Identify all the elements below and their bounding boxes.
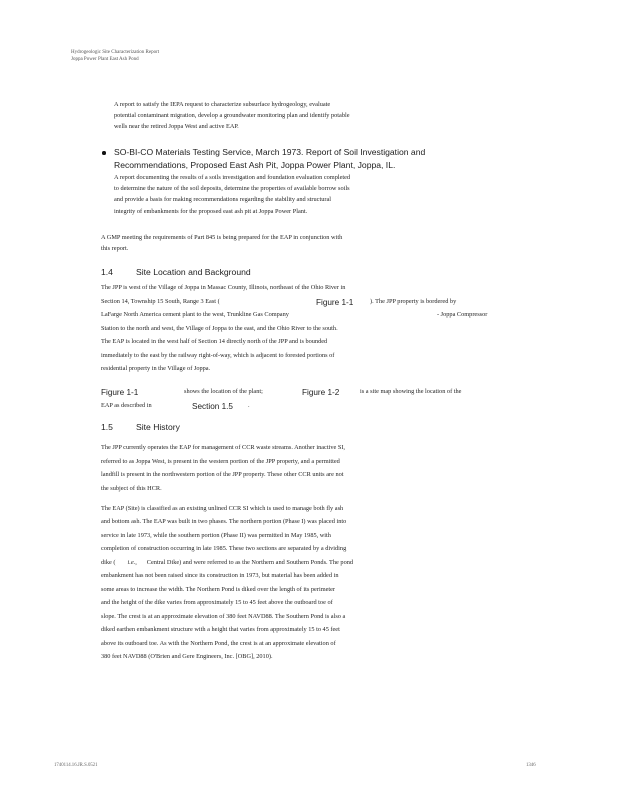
- text-line: Station to the north and west, the Village of Joppa to the east, and the Ohio River to the south.: [101, 325, 338, 332]
- text-line: shows the location of the plant;: [184, 388, 263, 395]
- text-line: A report to satisfy the IEPA request to characterize subsurface hydrogeology, evaluate: [114, 101, 331, 108]
- text-line: ). The JPP property is bordered by: [370, 298, 457, 305]
- text-line: the subject of this HCR.: [101, 484, 162, 492]
- site-history-paragraph-1: [101, 441, 345, 495]
- text-line: and the height of the dike varies from approximately 15 to 45 feet above the outboard toe of: [101, 599, 333, 607]
- page-header: [71, 49, 159, 63]
- text-line: service in late 1973, while the southern portion (Phase II) was permitted in May 1985, with: [101, 531, 331, 539]
- text-line: The EAP is located in the west half of Section 14 directly north of the JPP and is bounded: [101, 338, 328, 345]
- header-line-2: Joppa Power Plant East Ash Pond: [71, 57, 139, 62]
- text-line: wells near the retired Joppa West and active EAP.: [114, 123, 239, 131]
- section-title: Site Location and Background: [136, 267, 251, 277]
- text-line: 380 feet NAVD88 (O'Brien and Gere Engineers, Inc. [OBG], 2010).: [101, 652, 273, 660]
- text-line: diked earthen embankment structure with a height that varies from approximately 15 to 45 feet: [101, 626, 340, 634]
- text-line: slope. The crest is at an approximate elevation of 380 feet NAVD88. The Southern Pond is also a: [101, 612, 346, 620]
- text-line: to determine the nature of the soil deposits, determine the properties of available borrow soils: [114, 185, 350, 193]
- text-line: embankment has not been raised since its construction in 1973, but material has been added in: [101, 572, 339, 580]
- text-line: A report documenting the results of a soils investigation and foundation evaluation completed: [114, 174, 351, 181]
- reference-title-line-1: SO-BI-CO Materials Testing Service, March 1973. Report of Soil Investigation and: [114, 147, 426, 157]
- figure-1-1-link[interactable]: Figure 1-1: [101, 388, 139, 397]
- section-number: 1.4: [101, 267, 113, 277]
- intro-paragraph: [114, 99, 350, 133]
- text-line: LaFarge North America cement plant to the west, Trunkline Gas Company: [101, 311, 289, 318]
- figure-1-1-link[interactable]: Figure 1-1: [316, 298, 354, 307]
- header-line-1: Hydrogeologic Site Characterization Report: [71, 50, 160, 55]
- text-fragment: dike (: [101, 558, 116, 566]
- text-line: residential property in the Village of Joppa.: [101, 365, 211, 372]
- gmp-paragraph: [101, 232, 342, 254]
- text-line: A GMP meeting the requirements of Part 845 is being prepared for the EAP in conjunction with: [101, 234, 343, 241]
- reference-title: [114, 146, 425, 171]
- section-heading-1-5: [101, 422, 180, 432]
- text-line: .: [248, 402, 250, 409]
- text-line: Section 14, Township 15 South, Range 3 East (: [101, 298, 220, 305]
- text-line: The JPP is west of the Village of Joppa in Massac County, Illinois, northeast of the Ohio River in: [101, 284, 346, 291]
- text-fragment: Central Dike) and were referred to as the Northern and Southern Ponds. The pond: [146, 558, 354, 566]
- text-line: referred to as Joppa West, is present in the western portion of the JPP property, and a permitted: [101, 457, 340, 465]
- text-line: landfill is present in the northwestern portion of the JPP property. These other CCR units are not: [101, 471, 344, 478]
- site-history-paragraph-2: [101, 502, 353, 663]
- section-1-5-link[interactable]: Section 1.5: [192, 402, 233, 411]
- text-line: immediately to the east by the railway right-of-way, which is adjacent to forested portions of: [101, 352, 335, 359]
- reference-description: [114, 172, 350, 217]
- text-line: above its outboard toe. As with the Northern Pond, the crest is at an approximate elevation of: [101, 639, 336, 647]
- text-line: The JPP currently operates the EAP for management of CCR waste streams. Another inactive SI,: [101, 444, 346, 451]
- text-line: this report.: [101, 245, 129, 253]
- footer-page-number: 1346: [526, 763, 536, 768]
- text-line: and provide a basis for making recommendations regarding the stability and structural: [114, 196, 332, 204]
- text-line: and bottom ash. The EAP was built in two phases. The northern portion (Phase I) was placed into: [101, 518, 347, 526]
- bullet-point-icon: [102, 151, 106, 155]
- section-number: 1.5: [101, 422, 113, 432]
- text-line: completion of construction occurring in late 1985. These two sections are separated by a dividing: [101, 545, 347, 553]
- footer-document-number: 1740114.16.JR.S.0521: [54, 763, 98, 768]
- section-heading-1-4: [101, 267, 251, 277]
- ie-abbreviation: i.e.,: [127, 558, 137, 566]
- text-line: [101, 556, 353, 569]
- figure-1-2-link[interactable]: Figure 1-2: [302, 388, 340, 397]
- text-line: some areas to increase the width. The Northern Pond is diked over the length of its perimeter: [101, 585, 336, 593]
- reference-title-line-2: Recommendations, Proposed East Ash Pit, Joppa Power Plant, Joppa, IL.: [114, 159, 396, 170]
- section-title: Site History: [136, 422, 180, 432]
- text-line: integrity of embankments for the proposed east ash pit at Joppa Power Plant.: [114, 207, 308, 215]
- text-line: is a site map showing the location of the: [360, 388, 462, 395]
- text-line: EAP as described in: [101, 402, 152, 409]
- text-line: - Joppa Compressor: [437, 311, 488, 318]
- text-line: The EAP (Site) is classified as an existing unlined CCR SI which is used to manage both fly ash: [101, 505, 344, 512]
- text-line: potential contaminant migration, develop a groundwater monitoring plan and identify potable: [114, 112, 350, 120]
